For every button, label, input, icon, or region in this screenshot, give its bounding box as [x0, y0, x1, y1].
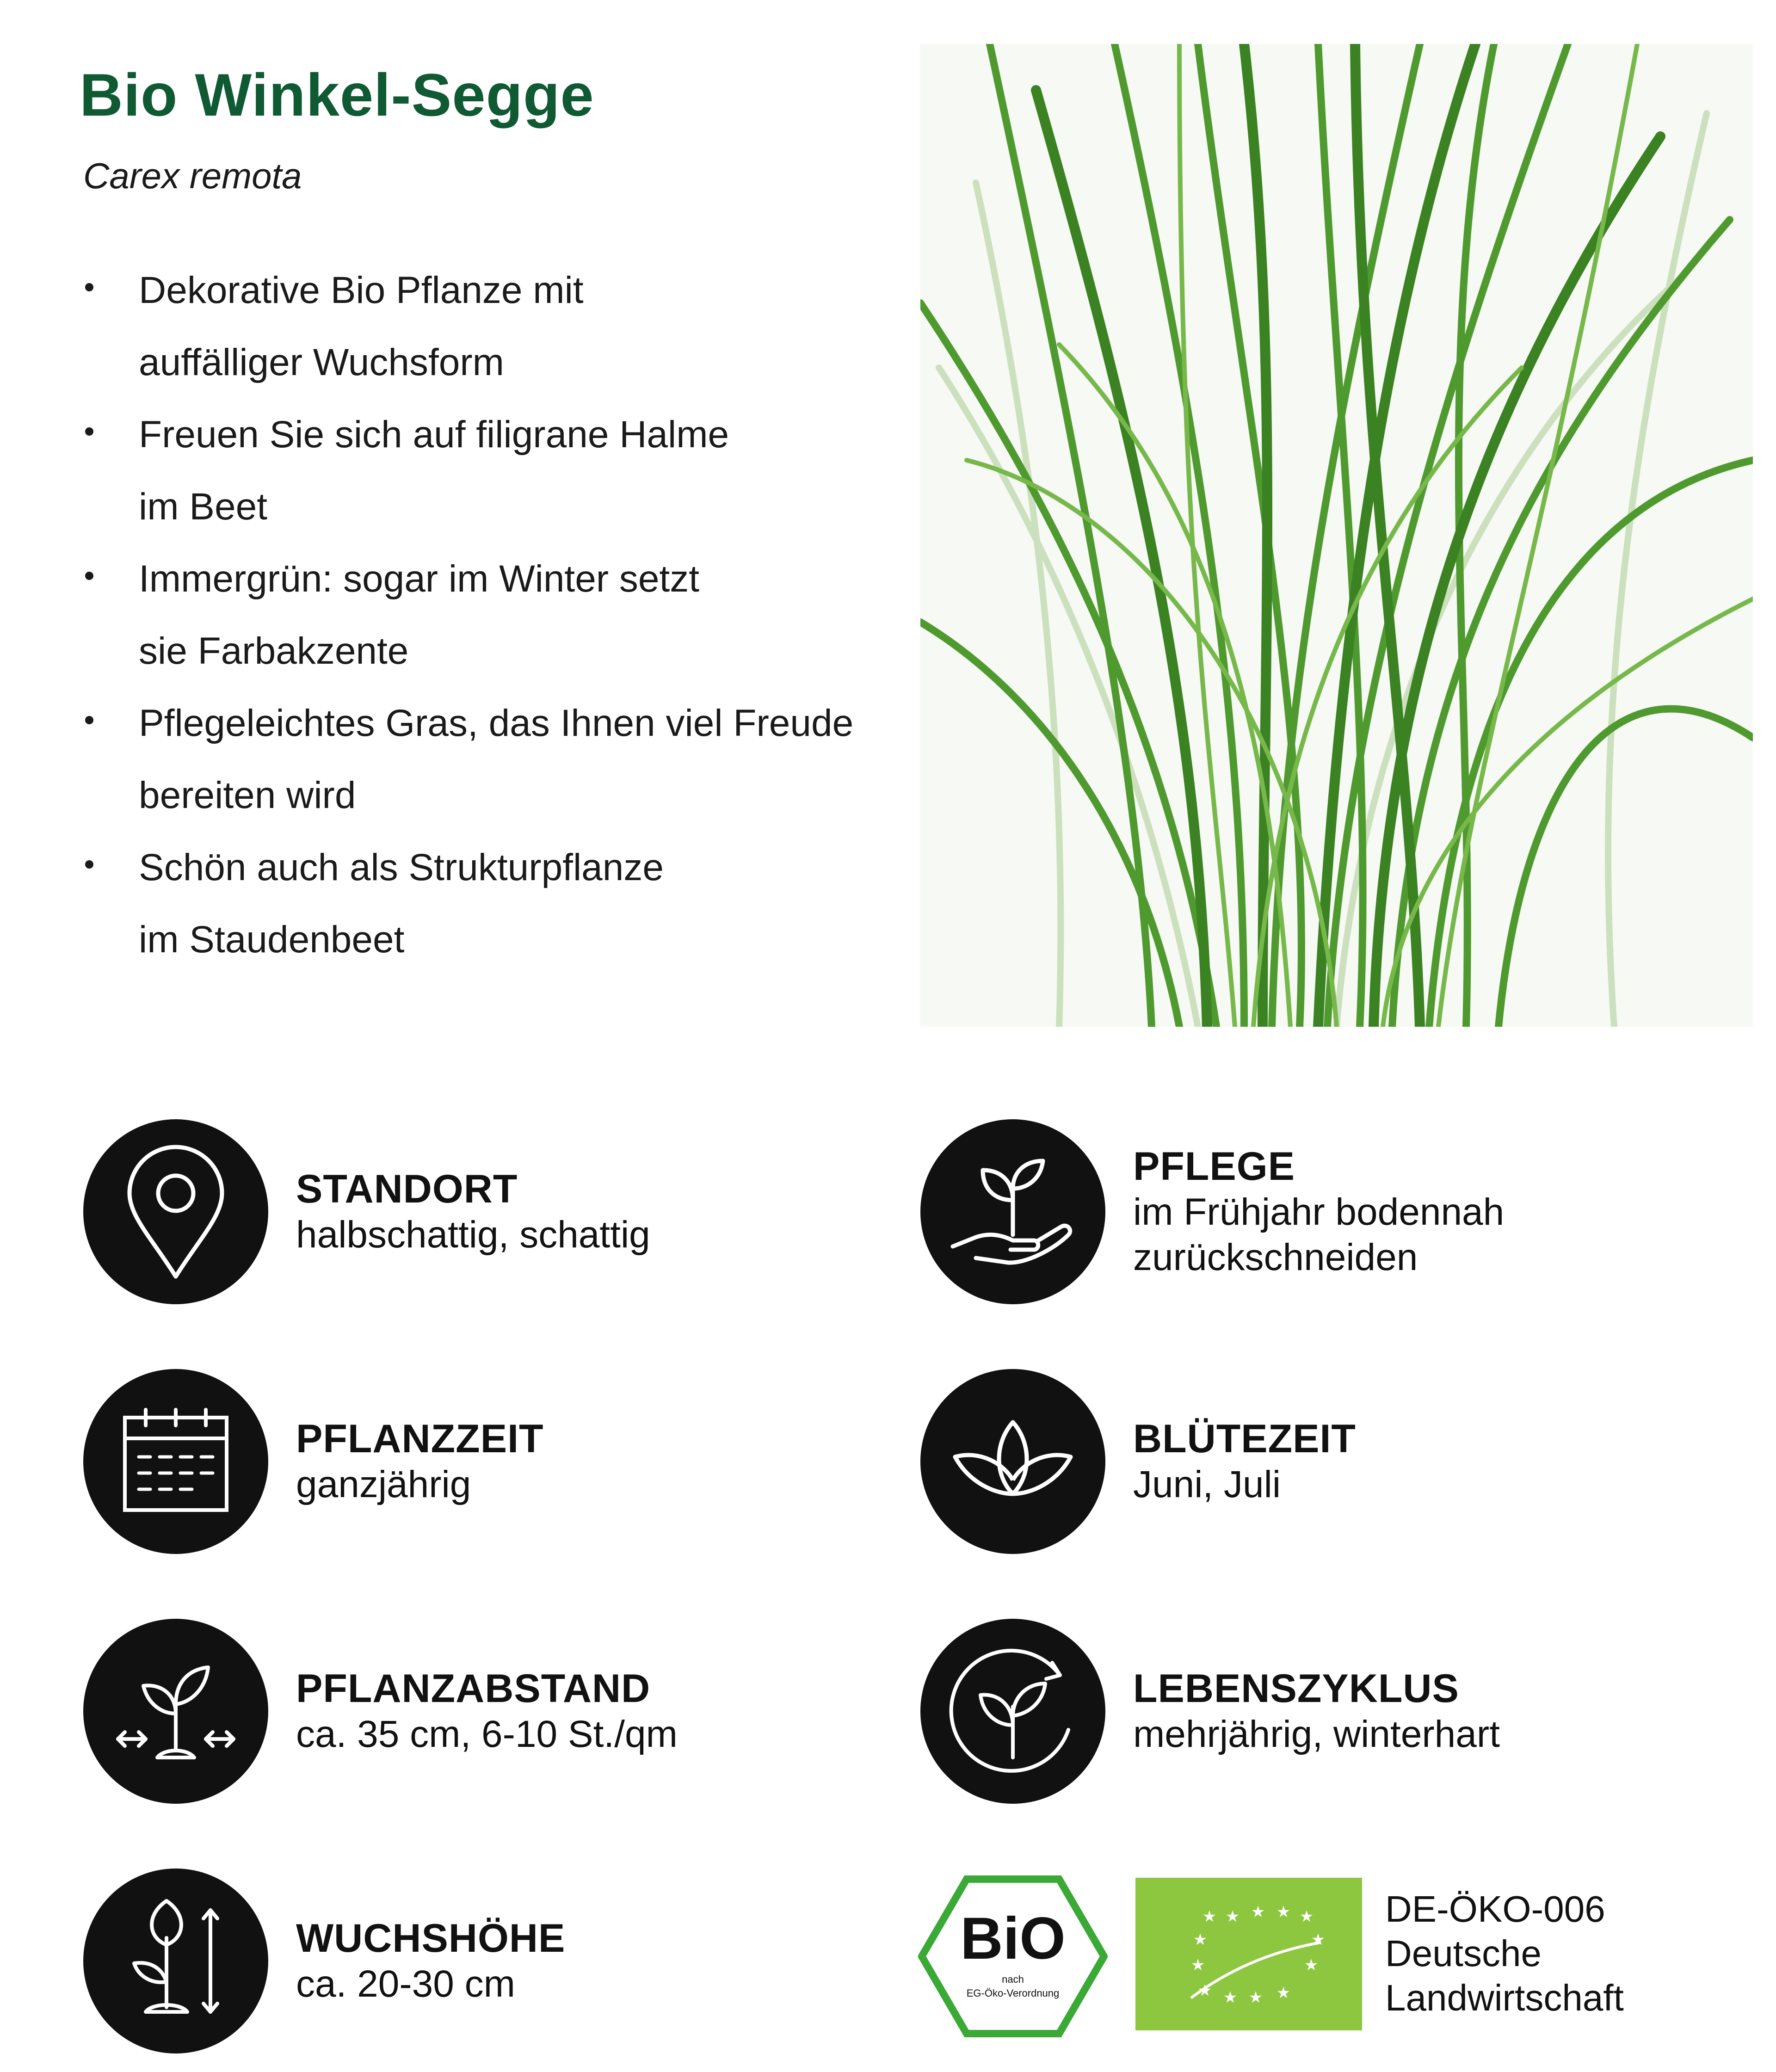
list-item-line: Schön auch als Strukturpflanze — [139, 846, 664, 888]
bullet-dot — [85, 860, 93, 869]
seedling-spacing-icon — [83, 1619, 268, 1804]
location-pin-icon — [83, 1119, 268, 1304]
info-bluetezeit — [920, 1369, 1707, 1554]
list-item-line: bereiten wird — [139, 774, 356, 816]
info-value: ca. 20-30 cm — [296, 1963, 515, 2005]
svg-text:★: ★ — [1276, 1903, 1291, 1921]
latin-name: Carex remota — [83, 155, 302, 196]
cert-line: Landwirtschaft — [1385, 1977, 1624, 2018]
svg-text:★: ★ — [1225, 1907, 1240, 1926]
info-label: WUCHSHÖHE — [296, 1916, 566, 1961]
svg-text:★: ★ — [1223, 1988, 1238, 2007]
plant-in-hand-icon — [920, 1119, 1105, 1304]
svg-text:★: ★ — [1193, 1930, 1208, 1949]
list-item-line: im Staudenbeet — [139, 919, 405, 961]
info-value: im Frühjahr bodennah — [1133, 1191, 1505, 1233]
svg-text:★: ★ — [1299, 1907, 1314, 1926]
info-label: LEBENSZYKLUS — [1133, 1666, 1459, 1711]
certification-text — [1385, 1887, 1624, 2020]
svg-text:★: ★ — [1202, 1907, 1217, 1926]
svg-text:★: ★ — [1276, 1984, 1291, 2002]
bullet-dot — [85, 572, 93, 580]
list-item — [79, 687, 893, 832]
info-pflanzzeit — [83, 1369, 870, 1554]
seedling-cycle-icon — [920, 1619, 1105, 1804]
svg-text:★: ★ — [1197, 1981, 1212, 2000]
info-label: PFLANZABSTAND — [296, 1666, 651, 1711]
info-value: halbschattig, schattig — [296, 1214, 650, 1256]
list-item-line: Immergrün: sogar im Winter setzt — [139, 558, 700, 600]
info-label: PFLANZZEIT — [296, 1417, 544, 1461]
bio-seal-logo — [918, 1875, 1108, 2037]
list-item — [79, 543, 893, 687]
info-label: BLÜTEZEIT — [1133, 1417, 1356, 1461]
info-pflanzabstand — [83, 1619, 870, 1804]
info-pflege — [920, 1119, 1707, 1304]
plant-height-icon — [83, 1868, 268, 2054]
list-item-line: auffälliger Wuchsform — [139, 341, 504, 383]
list-item — [79, 399, 893, 543]
svg-text:★: ★ — [1248, 1988, 1263, 2007]
flower-icon — [920, 1369, 1105, 1554]
bullet-dot — [85, 283, 93, 291]
info-value: ganzjährig — [296, 1463, 471, 1505]
list-item-line: Freuen Sie sich auf filigrane Halme — [139, 413, 729, 456]
calendar-icon — [83, 1369, 268, 1554]
eu-organic-logo — [1135, 1878, 1362, 2030]
bullet-dot — [85, 716, 93, 724]
info-label: STANDORT — [296, 1167, 518, 1211]
info-value: Juni, Juli — [1133, 1463, 1281, 1505]
bullet-dot — [85, 427, 93, 436]
info-label: PFLEGE — [1133, 1144, 1295, 1189]
cert-code: DE-ÖKO-006 — [1385, 1888, 1605, 1930]
plant-photo — [920, 44, 1753, 1027]
svg-text:★: ★ — [1190, 1956, 1205, 1974]
bio-seal-sub: nach — [1002, 1973, 1024, 1985]
svg-text:★: ★ — [1251, 1903, 1265, 1921]
info-value: zurückschneiden — [1133, 1236, 1418, 1278]
list-item-line: im Beet — [139, 486, 267, 528]
svg-text:★: ★ — [1304, 1956, 1319, 1974]
product-title: Bio Winkel-Segge — [80, 61, 594, 129]
info-value: mehrjährig, winterhart — [1133, 1713, 1500, 1755]
cert-line: Deutsche — [1385, 1933, 1542, 1974]
info-lebenszyklus — [920, 1619, 1707, 1804]
bio-seal-text: BiO — [960, 1906, 1066, 1972]
list-item — [79, 832, 893, 976]
info-value: ca. 35 cm, 6-10 St./qm — [296, 1713, 678, 1755]
bio-seal-sub: EG-Öko-Verordnung — [966, 1987, 1060, 1999]
list-item-line: sie Farbakzente — [139, 630, 409, 672]
feature-list — [79, 254, 893, 976]
info-standort — [83, 1119, 870, 1304]
svg-text:★: ★ — [1311, 1930, 1326, 1949]
info-wuchshoehe — [83, 1868, 870, 2054]
list-item-line: Pflegeleichtes Gras, das Ihnen viel Freude — [139, 702, 854, 744]
list-item-line: Dekorative Bio Pflanze mit — [139, 269, 584, 311]
list-item — [79, 254, 893, 399]
